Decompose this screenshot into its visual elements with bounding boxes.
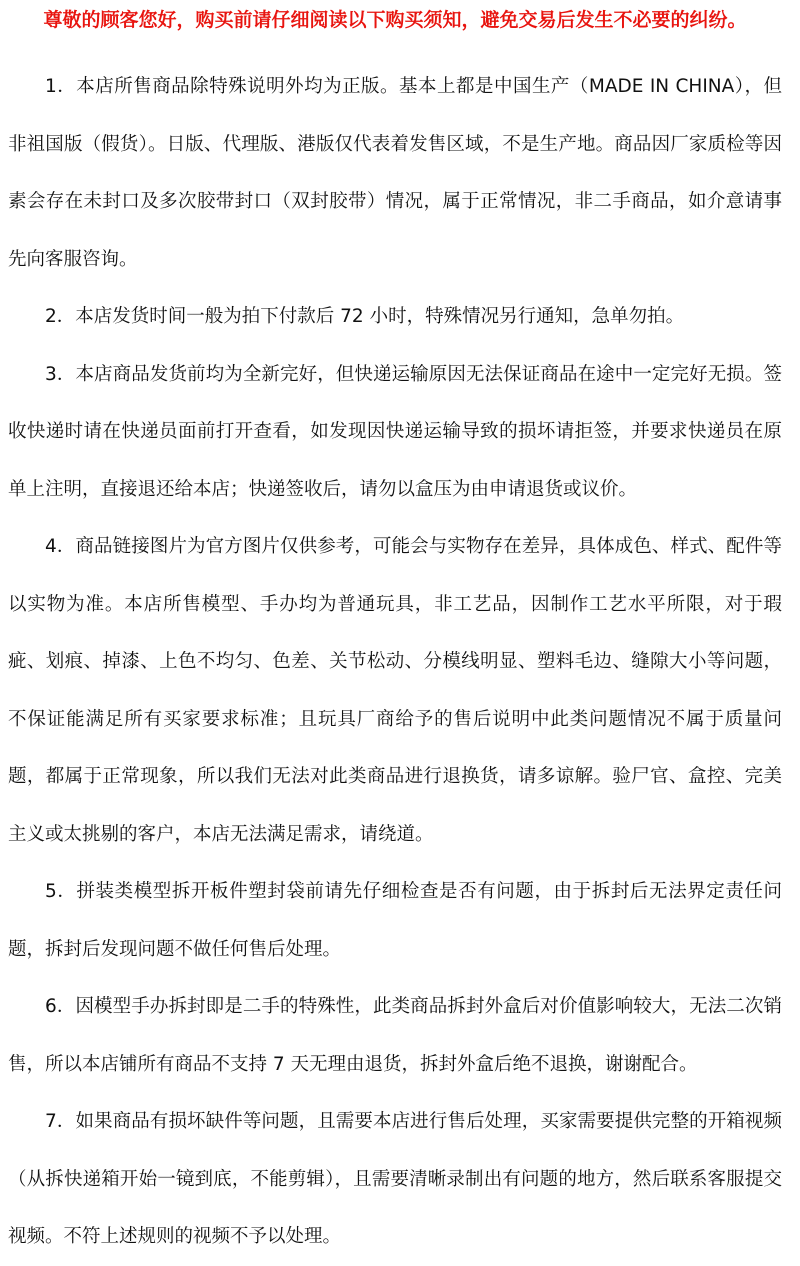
term-5: 5．拼装类模型拆开板件塑封袋前请先仔细检查是否有问题，由于拆封后无法界定责任问题，拆封后发现问题不做任何售后处理。 <box>8 881 782 960</box>
terms-list <box>8 58 782 1266</box>
notice-title: 尊敬的顾客您好，购买前请仔细阅读以下购买须知，避免交易后发生不必要的纠纷。 <box>43 9 747 31</box>
term-7: 7．如果商品有损坏缺件等问题，且需要本店进行售后处理，买家需要提供完整的开箱视频（从拆快递箱开始一镜到底，不能剪辑），且需要清晰录制出有问题的地方，然后联系客服提交视频。不符上述规则的视频不予以处理。 <box>8 1111 782 1247</box>
term-1: 1．本店所售商品除特殊说明外均为正版。基本上都是中国生产（MADE IN CHINA），但非祖国版（假货）。日版、代理版、港版仅代表着发售区域，不是生产地。商品因厂家质检等因素会存在未封口及多次胶带封口（双封胶带）情况，属于正常情况，非二手商品，如介意请事先向客服咨询。 <box>8 76 782 270</box>
term-4: 4．商品链接图片为官方图片仅供参考，可能会与实物存在差异，具体成色、样式、配件等以实物为准。本店所售模型、手办均为普通玩具，非工艺品，因制作工艺水平所限，对于瑕疵、划痕、掉漆、上色不均匀、色差、关节松动、分模线明显、塑料毛边、缝隙大小等问题，不保证能满足所有买家要求标准；且玩具厂商给予的售后说明中此类问题情况不属于质量问题，都属于正常现象，所以我们无法对此类商品进行退换货，请多谅解。验尸官、盒控、完美主义或太挑剔的客户，本店无法满足需求，请绕道。 <box>8 536 782 845</box>
term-6: 6．因模型手办拆封即是二手的特殊性，此类商品拆封外盒后对价值影响较大，无法二次销售，所以本店铺所有商品不支持 7 天无理由退货，拆封外盒后绝不退换，谢谢配合。 <box>8 996 782 1075</box>
term-3: 3．本店商品发货前均为全新完好，但快递运输原因无法保证商品在途中一定完好无损。签收快递时请在快递员面前打开查看，如发现因快递运输导致的损坏请拒签，并要求快递员在原单上注明，直接退还给本店；快递签收后，请勿以盒压为由申请退货或议价。 <box>8 363 782 500</box>
term-2: 2．本店发货时间一般为拍下付款后 72 小时，特殊情况另行通知，急单勿拍。 <box>45 306 685 327</box>
